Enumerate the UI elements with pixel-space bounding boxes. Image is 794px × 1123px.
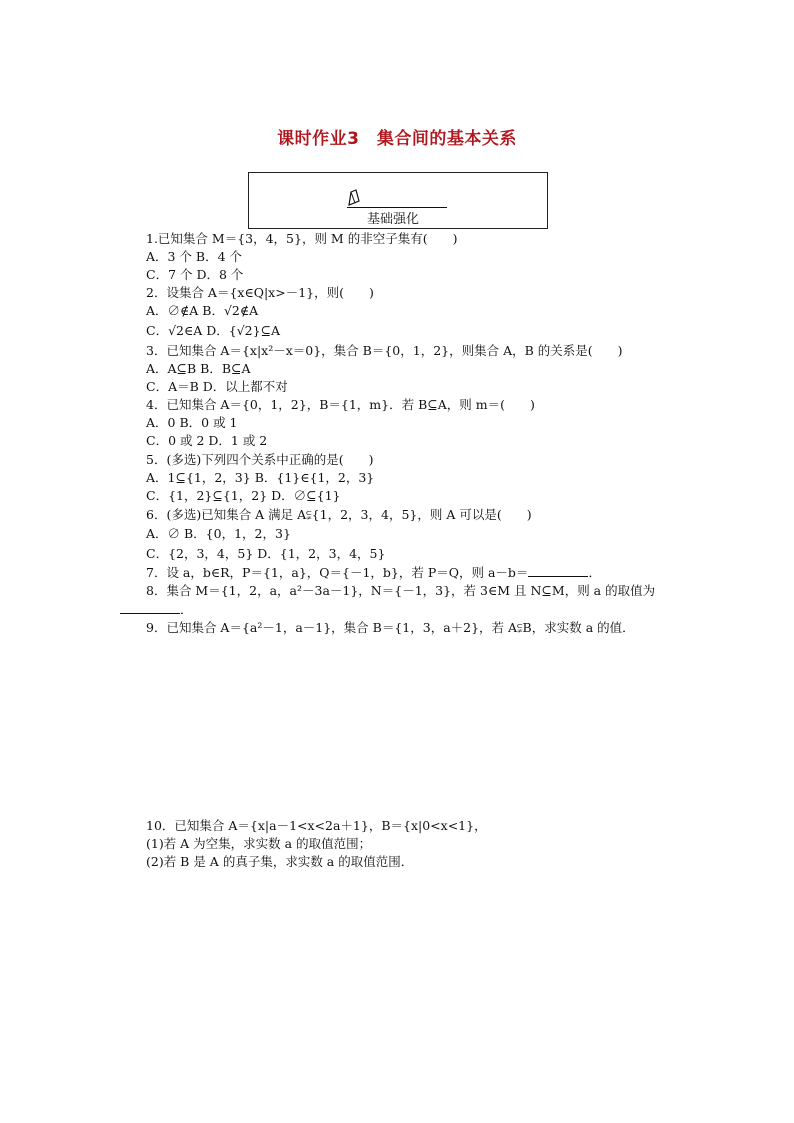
q8-stem: 8．集合 M＝{1，2，a，a²－3a－1}，N＝{－1，3}，若 3∈M 且 N⊆M，则 a 的取值为	[146, 583, 656, 598]
section-banner	[248, 172, 548, 229]
q8-tail	[120, 601, 193, 618]
q6-options-cd: C．{2，3，4，5} D．{1，2，3，4，5}	[146, 546, 386, 561]
page-title: 课时作业3 集合间的基本关系	[277, 129, 517, 149]
q5-options-ab: A．1⊆{1，2，3} B．{1}∈{1，2，3}	[146, 470, 375, 485]
q2-stem: 2．设集合 A＝{x∈Q|x>－1}，则( )	[146, 285, 374, 300]
q8-end-mark: ．	[180, 602, 193, 617]
q4-options-ab: A．0 B．0 或 1	[146, 415, 238, 430]
q9-stem: 9．已知集合 A＝{a²－1，a－1}，集合 B＝{1，3，a＋2}，若 A⫋B，求实数 a 的值．	[146, 620, 635, 635]
q3-options-ab: A．A⊆B B．B⊆A	[146, 361, 251, 376]
q7-text: 7．设 a，b∈R，P＝{1，a}，Q＝{－1，b}，若 P＝Q，则 a－b＝	[146, 565, 529, 580]
q4-stem: 4．已知集合 A＝{0，1，2}，B＝{1，m}．若 B⊆A，则 m＝( )	[146, 397, 535, 412]
q1-stem: 1.已知集合 M＝{3，4，5}，则 M 的非空子集有( )	[146, 231, 458, 246]
q8-answer-blank[interactable]	[120, 601, 180, 614]
q6-stem: 6．(多选)已知集合 A 满足 A⫋{1，2，3，4，5}，则 A 可以是( )	[146, 507, 532, 522]
banner-label: 基础强化	[367, 212, 420, 227]
q1-options-ab: A．3 个 B．4 个	[146, 249, 243, 264]
q7-stem	[146, 564, 601, 581]
q5-options-cd: C．{1，2}⊆{1，2} D．∅⊆{1}	[146, 488, 341, 503]
q1-options-cd: C．7 个 D．8 个	[146, 267, 244, 282]
q6-options-ab: A．∅ B．{0，1，2，3}	[146, 526, 291, 541]
q7-answer-blank[interactable]	[528, 564, 588, 577]
q4-options-cd: C．0 或 2 D．1 或 2	[146, 433, 268, 448]
pen-icon	[347, 189, 361, 207]
q7-end-mark: ．	[588, 565, 601, 580]
q10-stem: 10．已知集合 A＝{x|a－1<x<2a＋1}，B＝{x|0<x<1}，	[146, 818, 487, 833]
q5-stem: 5．(多选)下列四个关系中正确的是( )	[146, 452, 374, 467]
q3-options-cd: C．A＝B D．以上都不对	[146, 379, 288, 394]
q10-part1: (1)若 A 为空集，求实数 a 的取值范围；	[146, 836, 372, 851]
q10-part2: (2)若 B 是 A 的真子集，求实数 a 的取值范围．	[146, 854, 414, 869]
q2-options-ab: A．∅∉A B．√2∉A	[146, 303, 259, 318]
q3-stem: 3．已知集合 A＝{x|x²－x＝0}，集合 B＝{0，1，2}，则集合 A，B 的关系是( )	[146, 343, 623, 358]
q2-options-cd: C．√2∈A D．{√2}⊆A	[146, 323, 281, 338]
